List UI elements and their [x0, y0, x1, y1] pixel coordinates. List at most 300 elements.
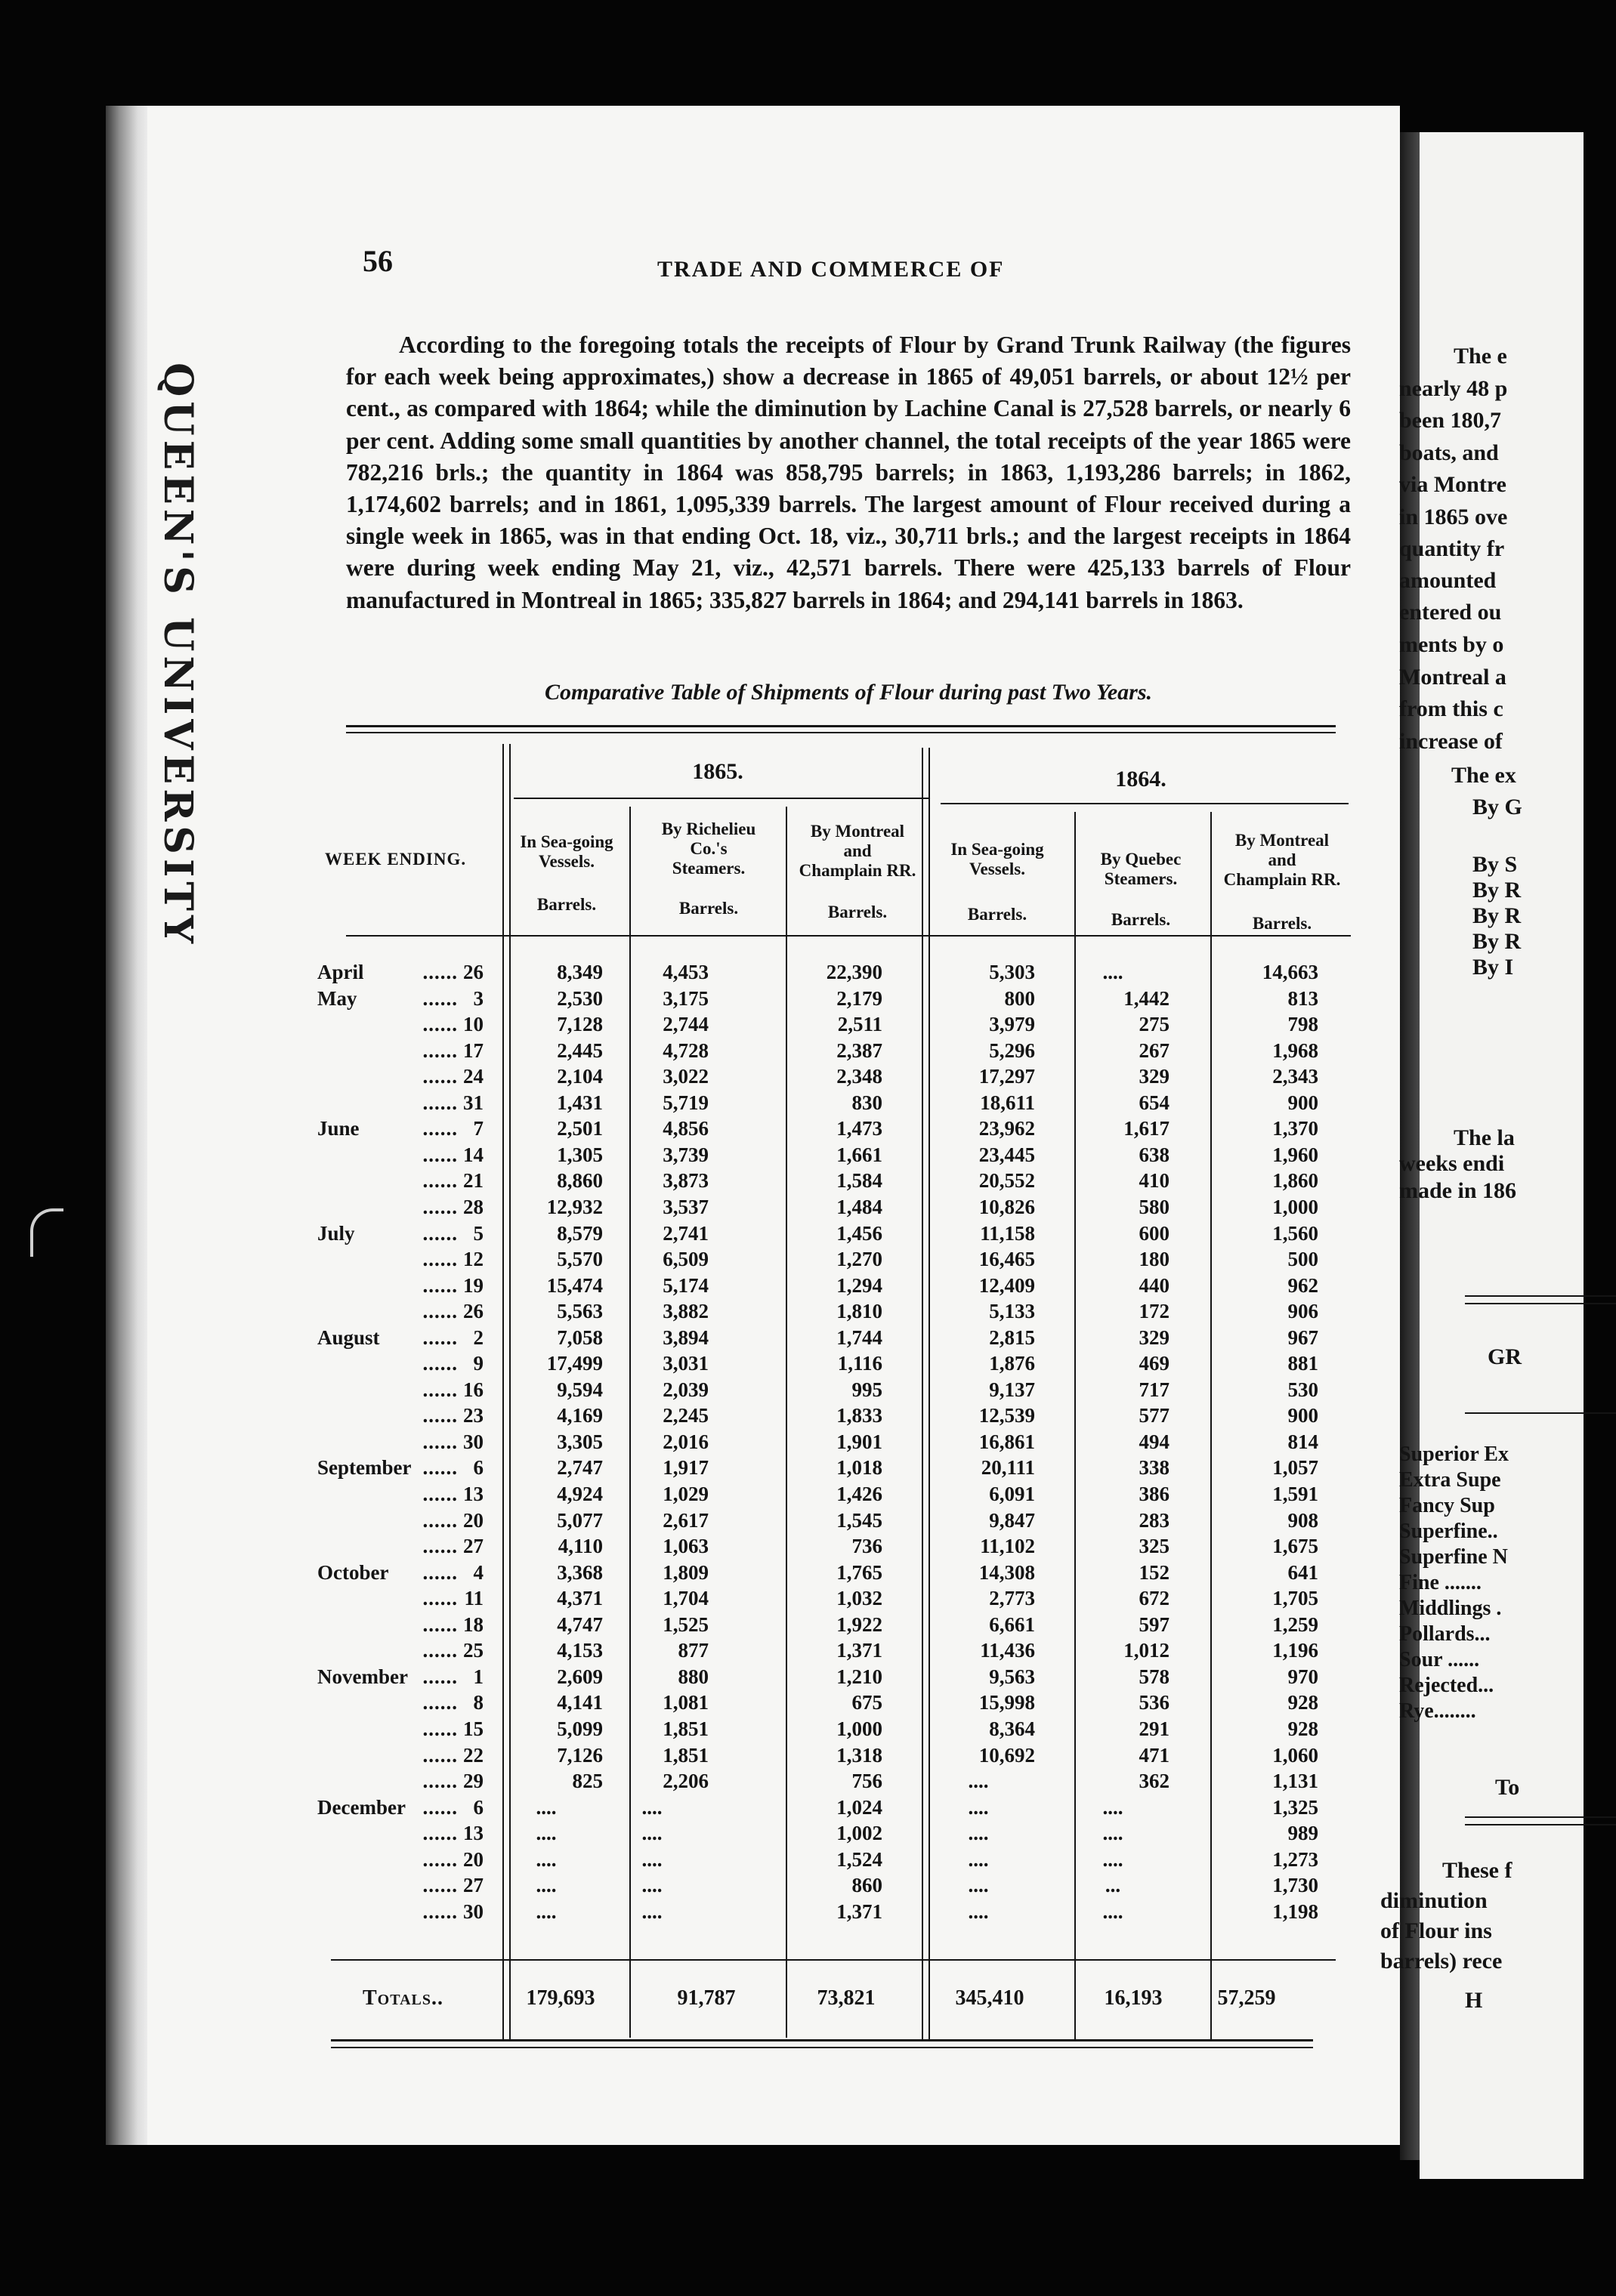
right-page-line: H: [1465, 1988, 1483, 2013]
week-day: 12: [463, 1248, 484, 1271]
cell-col-5: 1,442: [1123, 986, 1170, 1010]
cell-col-3: 1,922: [836, 1612, 882, 1636]
week-day: 27: [463, 1874, 484, 1897]
cell-col-6: 500: [1287, 1248, 1318, 1271]
cell-col-2: 3,882: [663, 1300, 709, 1323]
cell-col-4: 3,979: [989, 1013, 1035, 1036]
cell-col-3: 1,116: [837, 1352, 882, 1375]
cell-col-1: 15,474: [546, 1273, 603, 1297]
right-page-line: Fine .......: [1399, 1571, 1482, 1594]
table-row: [0, 1065, 1360, 1091]
week-month: June: [317, 1117, 360, 1140]
column-header-5: By Quebec Steamers.: [1100, 850, 1182, 888]
right-page-line: Montreal a: [1399, 665, 1506, 690]
cell-col-6: 1,860: [1272, 1169, 1318, 1193]
year-heading-1865: 1865.: [692, 759, 743, 784]
cell-col-2: 5,719: [663, 1091, 709, 1114]
cell-col-6: 900: [1287, 1404, 1318, 1427]
cell-col-5: 494: [1139, 1430, 1170, 1453]
table-row: [0, 1300, 1360, 1326]
cell-col-2: 1,063: [663, 1535, 709, 1558]
cell-col-1: 4,924: [557, 1483, 603, 1505]
cell-col-2: 880: [678, 1665, 709, 1688]
right-page-line: The e: [1454, 344, 1507, 369]
cell-col-4: 9,847: [989, 1508, 1035, 1532]
cell-col-6: 1,960: [1272, 1143, 1318, 1166]
cell-col-5: 1,012: [1123, 1639, 1170, 1662]
cell-col-6: 814: [1287, 1430, 1318, 1453]
cell-col-6: 906: [1287, 1300, 1318, 1323]
table-row: [0, 1326, 1360, 1353]
cell-col-2: 2,617: [663, 1508, 709, 1532]
right-page-line: GR: [1488, 1344, 1522, 1369]
week-day: 6: [473, 1795, 484, 1819]
cell-col-2: ....: [641, 1874, 663, 1897]
cell-col-4: 800: [1004, 986, 1035, 1010]
right-page-line: By R: [1472, 929, 1522, 954]
week-day: 3: [473, 986, 484, 1010]
cell-col-2: 1,081: [663, 1691, 709, 1714]
cell-col-3: 1,371: [836, 1639, 882, 1662]
table-row: [0, 1744, 1360, 1770]
cell-col-2: 4,453: [663, 961, 709, 983]
right-page-line: entered ou: [1399, 600, 1502, 625]
week-day: 14: [463, 1143, 484, 1166]
table-row: [0, 1169, 1360, 1196]
cell-col-4: 15,998: [978, 1691, 1035, 1714]
cell-col-6: 1,273: [1272, 1847, 1318, 1871]
cell-col-4: 8,364: [989, 1717, 1035, 1740]
total-col-3: 73,821: [817, 1986, 876, 2010]
table-row: [0, 1639, 1360, 1665]
cell-col-2: 877: [678, 1639, 709, 1662]
table-row: [0, 1091, 1360, 1118]
table-row: [0, 1117, 1360, 1143]
cell-col-5: 717: [1139, 1378, 1170, 1401]
cell-col-3: 1,000: [836, 1717, 882, 1740]
cell-col-3: 1,744: [836, 1325, 882, 1349]
cell-col-2: 1,851: [663, 1717, 709, 1740]
cell-col-2: 2,744: [663, 1013, 709, 1036]
cell-col-1: 9,594: [557, 1378, 603, 1401]
table-row: [0, 1587, 1360, 1613]
week-month: April: [317, 961, 364, 983]
table-row: [0, 1430, 1360, 1457]
column-unit-2: Barrels.: [678, 899, 739, 918]
total-col-1: 179,693: [526, 1986, 595, 2010]
right-page-line: Rejected...: [1399, 1674, 1494, 1697]
cell-col-2: 4,728: [663, 1038, 709, 1062]
cell-col-5: 471: [1139, 1743, 1170, 1767]
week-day: 2: [473, 1325, 484, 1349]
week-day: 15: [463, 1717, 484, 1740]
leader-dots: ......: [422, 1430, 458, 1453]
leader-dots: ......: [422, 1665, 458, 1688]
cell-col-2: 3,873: [663, 1169, 709, 1193]
cell-col-5: 536: [1139, 1691, 1170, 1714]
cell-col-5: 654: [1139, 1091, 1170, 1114]
cell-col-6: 1,325: [1272, 1795, 1318, 1819]
cell-col-3: 2,348: [836, 1065, 882, 1088]
right-page-line: Middlings .: [1399, 1597, 1502, 1620]
right-page-line: By R: [1472, 878, 1522, 903]
table-row: [0, 1483, 1360, 1509]
leader-dots: ......: [422, 1248, 458, 1271]
cell-col-1: 7,058: [557, 1325, 603, 1349]
right-page-line: made in 186: [1399, 1178, 1517, 1203]
cell-col-3: 1,426: [836, 1483, 882, 1505]
cell-col-5: ...: [1105, 1874, 1121, 1897]
cell-col-3: 830: [851, 1091, 882, 1114]
cell-col-4: 5,296: [989, 1038, 1035, 1062]
column-unit-6: Barrels.: [1252, 914, 1312, 933]
cell-col-4: 14,308: [978, 1560, 1035, 1584]
cell-col-1: 4,169: [557, 1404, 603, 1427]
cell-col-6: 1,196: [1272, 1639, 1318, 1662]
cell-col-2: 3,175: [663, 986, 709, 1010]
cell-col-3: 1,584: [836, 1169, 882, 1193]
week-day: 4: [473, 1560, 484, 1584]
cell-col-6: 970: [1287, 1665, 1318, 1688]
cell-col-2: 3,739: [663, 1143, 709, 1166]
week-day: 8: [473, 1691, 484, 1714]
cell-col-6: 908: [1287, 1508, 1318, 1532]
column-unit-3: Barrels.: [827, 903, 888, 921]
cell-col-5: 291: [1139, 1717, 1170, 1740]
leader-dots: ......: [422, 1143, 458, 1166]
cell-col-3: 1,294: [836, 1273, 882, 1297]
cell-col-2: 3,894: [663, 1325, 709, 1349]
week-month: November: [317, 1665, 408, 1688]
right-page-line: The la: [1454, 1125, 1515, 1150]
right-page-line: been 180,7: [1399, 408, 1501, 433]
right-page-line: Superfine..: [1399, 1520, 1498, 1543]
cell-col-1: 2,747: [557, 1456, 603, 1480]
table-row: [0, 961, 1360, 987]
cell-col-4: 11,436: [980, 1639, 1035, 1662]
cell-col-1: 3,368: [557, 1560, 603, 1584]
year-rule-1864: [941, 803, 1349, 804]
week-day: 20: [463, 1847, 484, 1871]
cell-col-1: 2,445: [557, 1038, 603, 1062]
cell-col-2: 6,509: [663, 1248, 709, 1271]
cell-col-3: 1,545: [836, 1508, 882, 1532]
week-day: 5: [473, 1221, 484, 1245]
table-row: [0, 1796, 1360, 1822]
cell-col-4: 9,137: [989, 1378, 1035, 1401]
week-day: 7: [473, 1117, 484, 1140]
table-row: [0, 987, 1360, 1014]
cell-col-5: 672: [1139, 1587, 1170, 1610]
cell-col-6: 1,705: [1272, 1587, 1318, 1610]
cell-col-6: 1,131: [1272, 1770, 1318, 1793]
cell-col-1: 2,104: [557, 1065, 603, 1088]
week-day: 31: [463, 1091, 484, 1114]
week-day: 29: [463, 1770, 484, 1793]
cell-col-5: 329: [1139, 1065, 1170, 1088]
header-rule: [346, 935, 1351, 937]
table-caption: Comparative Table of Shipments of Flour during past Two Years.: [544, 680, 1152, 705]
right-page-line: Fancy Sup: [1399, 1494, 1495, 1517]
cell-col-3: 1,524: [836, 1847, 882, 1871]
right-page-line: ments by o: [1399, 632, 1504, 657]
cell-col-2: 3,022: [663, 1065, 709, 1088]
right-page-line: Superior Ex: [1399, 1443, 1509, 1466]
cell-col-1: 4,153: [557, 1639, 603, 1662]
body-paragraph-text: According to the foregoing totals the receipts of Flour by Grand Trunk Railway (the figures for each week being approximates,) show a decrease in 1865 of 49,051 barrels, or about 12½ per cent., as compared with 1864; while the diminution by Lachine Canal is 27,528 barrels, or nearly 6 per cent. Adding some small quantities by another channel, the total receipts of the year 1865 were 782,216 brls.; the quantity in 1864 was 858,795 barrels; in 1863, 1,193,286 barrels; in 1862, 1,174,602 barrels; and in 1861, 1,095,339 barrels. The largest amount of Flour received during a single week in 1865, was in that ending Oct. 18, viz., 30,711 brls.; and the largest receipts in 1864 were during week ending May 21, viz., 42,571 barrels. There were 425,133 barrels of Flour manufactured in Montreal in 1865; 335,827 barrels in 1864; and 294,141 barrels in 1863.: [346, 332, 1351, 613]
week-month: July: [317, 1221, 355, 1245]
week-day: 1: [473, 1665, 484, 1688]
cell-col-2: ....: [641, 1795, 663, 1819]
leader-dots: ......: [422, 1717, 458, 1740]
cell-col-1: 2,530: [557, 986, 603, 1010]
total-col-2: 91,787: [677, 1986, 736, 2010]
cell-col-1: 1,305: [557, 1143, 603, 1166]
leader-dots: ......: [422, 986, 458, 1010]
cell-col-5: 325: [1139, 1535, 1170, 1558]
table-row: [0, 1039, 1360, 1066]
cell-col-3: 1,456: [836, 1221, 882, 1245]
table-row: [0, 1013, 1360, 1039]
cell-col-4: 20,552: [978, 1169, 1035, 1193]
right-page-line: barrels) rece: [1380, 1949, 1503, 1974]
cell-col-1: 8,579: [557, 1221, 603, 1245]
leader-dots: ......: [422, 1221, 458, 1245]
cell-col-5: 638: [1139, 1143, 1170, 1166]
week-day: 25: [463, 1639, 484, 1662]
cell-col-2: 1,851: [663, 1743, 709, 1767]
right-page-rule: [1465, 1816, 1616, 1825]
right-page-line: Superfine N: [1399, 1545, 1508, 1569]
cell-col-4: 16,465: [978, 1248, 1035, 1271]
cell-col-1: 4,141: [557, 1691, 603, 1714]
week-day: 26: [463, 1300, 484, 1323]
week-day: 24: [463, 1065, 484, 1088]
cell-col-5: 1,617: [1123, 1117, 1170, 1140]
leader-dots: ......: [422, 1038, 458, 1062]
leader-dots: ......: [422, 1587, 458, 1610]
cell-col-3: 756: [851, 1770, 882, 1793]
right-page-line: of Flour ins: [1380, 1918, 1492, 1943]
cell-col-3: 1,270: [836, 1248, 882, 1271]
week-day: 28: [463, 1195, 484, 1218]
right-page-line: These f: [1442, 1858, 1512, 1883]
leader-dots: ......: [422, 1508, 458, 1532]
cell-col-1: ....: [536, 1874, 557, 1897]
table-row: [0, 1561, 1360, 1588]
cell-col-5: 338: [1139, 1456, 1170, 1480]
cell-col-1: 1,431: [557, 1091, 603, 1114]
right-page-line: in 1865 ove: [1399, 505, 1508, 529]
leader-dots: ......: [422, 1378, 458, 1401]
cell-col-3: 1,484: [836, 1195, 882, 1218]
cell-col-5: 600: [1139, 1221, 1170, 1245]
year-rule-1865: [514, 798, 929, 799]
cell-col-2: 1,917: [663, 1456, 709, 1480]
cell-col-4: 17,297: [978, 1065, 1035, 1088]
table-row: [0, 1770, 1360, 1796]
cell-col-4: 5,133: [989, 1300, 1035, 1323]
week-day: 27: [463, 1535, 484, 1558]
cell-col-2: ....: [641, 1847, 663, 1871]
cell-col-3: 1,371: [836, 1899, 882, 1923]
cell-col-5: 267: [1139, 1038, 1170, 1062]
cell-col-3: 1,032: [836, 1587, 882, 1610]
leader-dots: ......: [422, 1065, 458, 1088]
cell-col-5: ....: [1102, 1847, 1123, 1871]
table-row: [0, 1822, 1360, 1848]
cell-col-4: 11,158: [980, 1221, 1035, 1245]
right-page-line: increase of: [1399, 729, 1503, 754]
cell-col-3: 1,661: [836, 1143, 882, 1166]
leader-dots: ......: [422, 1325, 458, 1349]
cell-col-4: ....: [968, 1899, 989, 1923]
body-paragraph: [346, 329, 1351, 616]
cell-col-3: 1,810: [836, 1300, 882, 1323]
cell-col-6: 928: [1287, 1691, 1318, 1714]
leader-dots: ......: [422, 1483, 458, 1505]
cell-col-1: 17,499: [546, 1352, 603, 1375]
cell-col-3: 22,390: [826, 961, 882, 983]
cell-col-4: 16,861: [978, 1430, 1035, 1453]
cell-col-4: 6,091: [989, 1483, 1035, 1505]
cell-col-5: ....: [1102, 1899, 1123, 1923]
cell-col-6: 641: [1287, 1560, 1318, 1584]
week-month: May: [317, 986, 357, 1010]
cell-col-4: 10,826: [978, 1195, 1035, 1218]
cell-col-6: 967: [1287, 1325, 1318, 1349]
leader-dots: ......: [422, 1535, 458, 1558]
cell-col-6: 14,663: [1262, 961, 1318, 983]
table-row: [0, 1874, 1360, 1900]
cell-col-2: ....: [641, 1899, 663, 1923]
cell-col-1: 8,349: [557, 961, 603, 983]
table-row: [0, 1900, 1360, 1927]
cell-col-1: ....: [536, 1899, 557, 1923]
cell-col-2: 2,245: [663, 1404, 709, 1427]
right-page-line: Sour ......: [1399, 1648, 1480, 1671]
table-row: [0, 1848, 1360, 1875]
total-col-4: 345,410: [955, 1986, 1024, 2010]
column-header-1: In Sea-going Vessels.: [520, 832, 613, 871]
right-page-rule: [1465, 1295, 1616, 1304]
cell-col-6: 1,259: [1272, 1612, 1318, 1636]
cell-col-1: 8,860: [557, 1169, 603, 1193]
cell-col-3: 2,179: [836, 986, 882, 1010]
week-day: 30: [463, 1430, 484, 1453]
cell-col-6: 928: [1287, 1717, 1318, 1740]
week-day: 30: [463, 1899, 484, 1923]
cell-col-6: 1,000: [1272, 1195, 1318, 1218]
column-unit-4: Barrels.: [967, 905, 1027, 924]
cell-col-3: 1,473: [836, 1117, 882, 1140]
week-day: 21: [463, 1169, 484, 1193]
cell-col-2: 3,031: [663, 1352, 709, 1375]
table-row: [0, 1509, 1360, 1535]
cell-col-1: 5,099: [557, 1717, 603, 1740]
week-day: 11: [464, 1587, 484, 1610]
cell-col-3: 1,318: [836, 1743, 882, 1767]
right-page-line: quantity fr: [1399, 536, 1505, 561]
right-page-line: weeks endi: [1399, 1151, 1505, 1176]
cell-col-5: 469: [1139, 1352, 1170, 1375]
leader-dots: ......: [422, 1091, 458, 1114]
leader-dots: ......: [422, 1770, 458, 1793]
week-day: 17: [463, 1038, 484, 1062]
table-row: [0, 1352, 1360, 1378]
cell-col-4: 23,445: [978, 1143, 1035, 1166]
cell-col-6: 530: [1287, 1378, 1318, 1401]
right-page-line: By R: [1472, 903, 1522, 928]
cell-col-3: 1,002: [836, 1822, 882, 1845]
totals-rule: [331, 1959, 1336, 1961]
cell-col-2: 5,174: [663, 1273, 709, 1297]
right-page-line: Rye........: [1399, 1699, 1476, 1723]
cell-col-6: 1,370: [1272, 1117, 1318, 1140]
table-bottom-rule: [331, 2039, 1313, 2041]
table-row: [0, 1613, 1360, 1640]
cell-col-6: 798: [1287, 1013, 1318, 1036]
cell-col-2: 2,741: [663, 1221, 709, 1245]
cell-col-1: ....: [536, 1822, 557, 1845]
cell-col-3: 675: [851, 1691, 882, 1714]
edge-stamp-text: QUEEN'S UNIVERSITY: [155, 363, 201, 949]
year-heading-1864: 1864.: [1115, 767, 1166, 792]
right-page-line: from this c: [1399, 696, 1503, 721]
cell-col-1: 7,128: [557, 1013, 603, 1036]
cell-col-3: 2,511: [837, 1013, 882, 1036]
cell-col-6: 1,198: [1272, 1899, 1318, 1923]
right-page-line: Extra Supe: [1399, 1468, 1501, 1492]
table-row: [0, 1691, 1360, 1717]
cell-col-5: 578: [1139, 1665, 1170, 1688]
table-top-rule-2: [346, 732, 1336, 733]
week-day: 9: [473, 1352, 484, 1375]
cell-col-3: 1,833: [836, 1404, 882, 1427]
week-day: 20: [463, 1508, 484, 1532]
cell-col-5: 329: [1139, 1325, 1170, 1349]
column-header-2: By Richelieu Co.'s Steamers.: [661, 819, 756, 878]
cell-col-2: 2,039: [663, 1378, 709, 1401]
cell-col-6: 1,730: [1272, 1874, 1318, 1897]
cell-col-2: 2,206: [663, 1770, 709, 1793]
table-row: [0, 1274, 1360, 1301]
cell-col-4: ....: [968, 1770, 989, 1793]
cell-col-1: 2,609: [557, 1665, 603, 1688]
cell-col-4: 6,661: [989, 1612, 1035, 1636]
page-right: [1380, 132, 1584, 2179]
table-row: [0, 1143, 1360, 1170]
cell-col-6: 962: [1287, 1273, 1318, 1297]
cell-col-3: 860: [851, 1874, 882, 1897]
table-row: [0, 1404, 1360, 1430]
leader-dots: ......: [422, 1795, 458, 1819]
cell-col-5: 597: [1139, 1612, 1170, 1636]
column-unit-5: Barrels.: [1111, 910, 1171, 929]
leader-dots: ......: [422, 1874, 458, 1897]
cell-col-6: 1,968: [1272, 1038, 1318, 1062]
cell-col-6: 1,057: [1272, 1456, 1318, 1480]
cell-col-5: 440: [1139, 1273, 1170, 1297]
cell-col-5: ....: [1102, 961, 1123, 983]
cell-col-5: 386: [1139, 1483, 1170, 1505]
cell-col-6: 2,343: [1272, 1065, 1318, 1088]
cell-col-1: 7,126: [557, 1743, 603, 1767]
cell-col-3: 995: [851, 1378, 882, 1401]
cell-col-6: 1,675: [1272, 1535, 1318, 1558]
cell-col-3: 2,387: [836, 1038, 882, 1062]
week-day: 26: [463, 961, 484, 983]
